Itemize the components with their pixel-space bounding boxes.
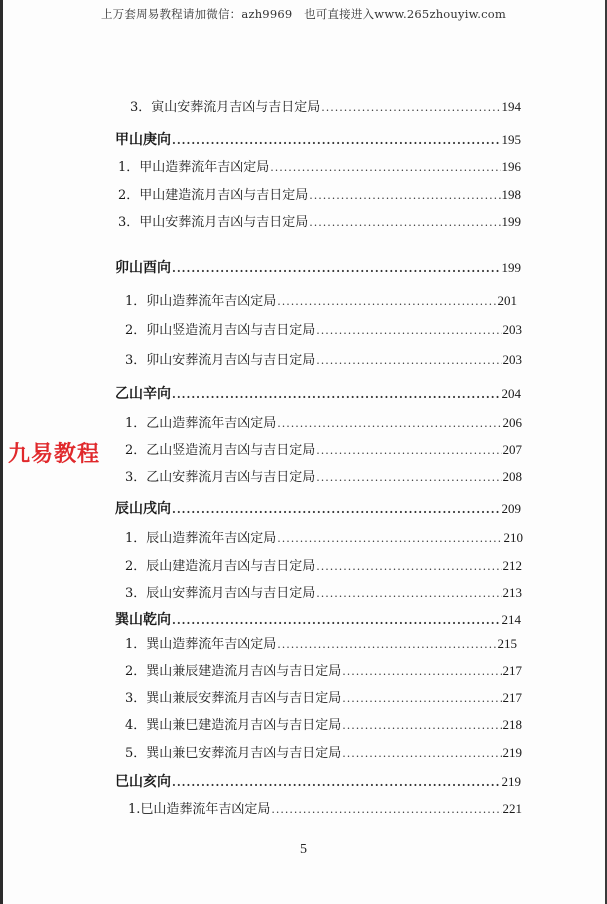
toc-entry-page: 195 bbox=[501, 132, 521, 147]
toc-entry-title: 2．辰山建造流月吉凶与吉日定局 bbox=[125, 559, 316, 574]
toc-entry-title: 1．乙山造葬流年吉凶定局 bbox=[125, 416, 277, 431]
toc-entry[interactable] bbox=[125, 634, 517, 654]
toc-leader-dots bbox=[172, 500, 501, 520]
toc-entry-title: 3．甲山安葬流月吉凶与吉日定局 bbox=[118, 215, 309, 230]
toc-leader-dots bbox=[309, 213, 500, 233]
toc-entry[interactable] bbox=[125, 743, 522, 763]
toc-entry-title: 1．甲山造葬流年吉凶定局 bbox=[118, 160, 270, 175]
toc-section-heading[interactable] bbox=[115, 258, 521, 278]
toc-entry[interactable] bbox=[125, 467, 522, 487]
toc-leader-dots bbox=[271, 800, 501, 820]
toc-entry[interactable] bbox=[118, 185, 521, 205]
toc-entry-title: 4．巽山兼巳建造流月吉凶与吉日定局 bbox=[125, 718, 342, 733]
toc-entry-page: 206 bbox=[502, 415, 522, 430]
toc-leader-dots bbox=[342, 744, 501, 764]
toc-entry-page: 207 bbox=[502, 442, 522, 457]
toc-entry-page: 214 bbox=[501, 612, 521, 627]
toc-leader-dots bbox=[342, 689, 501, 709]
toc-entry-page: 221 bbox=[502, 801, 522, 816]
toc-section-heading[interactable] bbox=[115, 499, 521, 519]
toc-leader-dots bbox=[172, 259, 501, 279]
toc-entry-page: 199 bbox=[501, 260, 521, 275]
toc-entry-title: 3．乙山安葬流月吉凶与吉日定局 bbox=[125, 470, 316, 485]
toc-entry[interactable] bbox=[125, 350, 522, 370]
toc-leader-dots bbox=[321, 98, 500, 118]
toc-section-heading[interactable] bbox=[115, 384, 521, 404]
toc-entry[interactable] bbox=[125, 715, 522, 735]
toc-entry-title: 2．巽山兼辰建造流月吉凶与吉日定局 bbox=[125, 664, 342, 679]
toc-entry-title: 2．甲山建造流月吉凶与吉日定局 bbox=[118, 188, 309, 203]
toc-section-title: 巽山乾向 bbox=[115, 612, 171, 628]
toc-entry[interactable] bbox=[125, 440, 522, 460]
toc-entry[interactable] bbox=[125, 291, 517, 311]
toc-leader-dots bbox=[172, 385, 501, 405]
toc-entry-page: 194 bbox=[501, 99, 521, 114]
toc-entry-page: 212 bbox=[502, 558, 522, 573]
toc-entry-page: 208 bbox=[502, 469, 522, 484]
toc-section-title: 卯山酉向 bbox=[115, 260, 171, 276]
toc-section-title: 甲山庚向 bbox=[115, 132, 171, 148]
toc-entry-page: 196 bbox=[501, 159, 521, 174]
toc-leader-dots bbox=[309, 186, 500, 206]
toc-entry-title: 2．卯山竖造流月吉凶与吉日定局 bbox=[125, 323, 316, 338]
toc-entry-page: 198 bbox=[501, 187, 521, 202]
toc-entry-page: 217 bbox=[502, 663, 522, 678]
toc-leader-dots bbox=[277, 414, 501, 434]
toc-entry-page: 210 bbox=[503, 530, 523, 545]
toc-entry-title: 1．卯山造葬流年吉凶定局 bbox=[125, 294, 277, 309]
toc-section-heading[interactable] bbox=[115, 610, 521, 630]
toc-leader-dots bbox=[316, 584, 501, 604]
toc-leader-dots bbox=[277, 292, 496, 312]
toc-entry-page: 209 bbox=[501, 501, 521, 516]
toc-entry-title: 2．乙山竖造流月吉凶与吉日定局 bbox=[125, 443, 316, 458]
toc-leader-dots bbox=[316, 351, 501, 371]
toc-entry-page: 215 bbox=[497, 636, 517, 651]
toc-leader-dots bbox=[316, 557, 501, 577]
toc-entry[interactable] bbox=[118, 212, 521, 232]
toc-entry-title: 5．巽山兼巳安葬流月吉凶与吉日定局 bbox=[125, 746, 342, 761]
toc-section-title: 巳山亥向 bbox=[115, 774, 171, 790]
toc-leader-dots bbox=[342, 716, 501, 736]
toc-entry[interactable] bbox=[118, 157, 521, 177]
toc-section-heading[interactable] bbox=[115, 772, 521, 792]
toc-entry-title: 3．卯山安葬流月吉凶与吉日定局 bbox=[125, 353, 316, 368]
toc-leader-dots bbox=[172, 773, 501, 793]
toc-entry[interactable] bbox=[125, 320, 522, 340]
toc-leader-dots bbox=[342, 662, 501, 682]
toc-entry-page: 201 bbox=[497, 293, 517, 308]
watermark-logo-text: 九易教程 bbox=[8, 442, 101, 467]
toc-leader-dots bbox=[172, 611, 501, 631]
toc-entry-title: 3．寅山安葬流月吉凶与吉日定局 bbox=[130, 100, 321, 115]
toc-leader-dots bbox=[277, 635, 496, 655]
toc-entry-page: 218 bbox=[502, 717, 522, 732]
toc-entry-page: 219 bbox=[501, 774, 521, 789]
toc-entry-page: 203 bbox=[502, 352, 522, 367]
toc-entry-page: 204 bbox=[501, 386, 521, 401]
toc-entry-page: 219 bbox=[502, 745, 522, 760]
toc-entry[interactable] bbox=[125, 661, 522, 681]
toc-entry-page: 199 bbox=[501, 214, 521, 229]
toc-section-heading[interactable] bbox=[115, 130, 521, 150]
toc-section-title: 辰山戌向 bbox=[115, 501, 171, 517]
toc-entry[interactable] bbox=[125, 413, 522, 433]
toc-entry[interactable] bbox=[130, 97, 521, 117]
toc-entry[interactable] bbox=[128, 799, 522, 819]
toc-entry[interactable] bbox=[125, 556, 522, 576]
toc-entry-page: 203 bbox=[502, 322, 522, 337]
toc-entry[interactable] bbox=[125, 528, 523, 548]
toc-leader-dots bbox=[270, 158, 500, 178]
toc-entry-title: 1．巽山造葬流年吉凶定局 bbox=[125, 637, 277, 652]
toc-entry-page: 213 bbox=[502, 585, 522, 600]
toc-entry[interactable] bbox=[125, 583, 522, 603]
toc-leader-dots bbox=[316, 468, 501, 488]
toc-leader-dots bbox=[316, 321, 501, 341]
toc-entry-title: 1.巳山造葬流年吉凶定局 bbox=[128, 802, 271, 817]
toc-leader-dots bbox=[172, 131, 501, 151]
page-number: 5 bbox=[300, 842, 307, 857]
toc-leader-dots bbox=[277, 529, 502, 549]
toc-entry-title: 1．辰山造葬流年吉凶定局 bbox=[125, 531, 277, 546]
toc-entry-title: 3．巽山兼辰安葬流月吉凶与吉日定局 bbox=[125, 691, 342, 706]
toc-leader-dots bbox=[316, 441, 501, 461]
toc-entry-title: 3．辰山安葬流月吉凶与吉日定局 bbox=[125, 586, 316, 601]
toc-entry-page: 217 bbox=[502, 690, 522, 705]
toc-section-title: 乙山辛向 bbox=[115, 386, 171, 402]
page-header-banner: 上万套周易教程请加微信：azh9969 也可直接进入www.265zhouyiw.com bbox=[100, 7, 507, 21]
toc-entry[interactable] bbox=[125, 688, 522, 708]
